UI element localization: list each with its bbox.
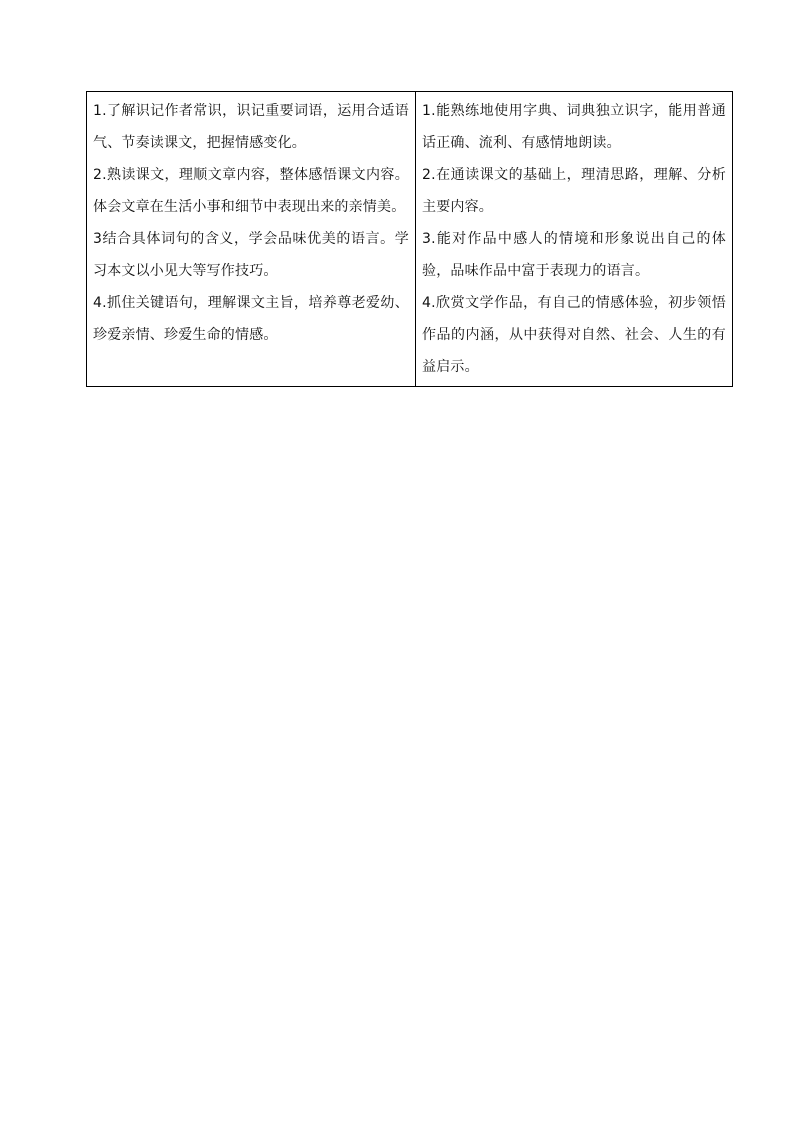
list-item: 1.了解识记作者常识，识记重要词语，运用合适语气、节奏读课文，把握情感变化。 <box>93 103 409 151</box>
curriculum-standards-cell <box>416 92 733 387</box>
list-item: 1.能熟练地使用字典、词典独立识字，能用普通话正确、流利、有感情地朗读。 <box>422 103 726 151</box>
list-item: 2.在通读课文的基础上，理清思路，理解、分析主要内容。 <box>422 167 726 215</box>
list-item: 4.抓住关键语句，理解课文主旨，培养尊老爱幼、珍爱亲情、珍爱生命的情感。 <box>93 295 409 343</box>
list-item: 3.能对作品中感人的情境和形象说出自己的体验，品味作品中富于表现力的语言。 <box>422 231 726 279</box>
list-item: 3结合具体词句的含义，学会品味优美的语言。学习本文以小见大等写作技巧。 <box>93 231 409 279</box>
list-item: 2.熟读课文，理顺文章内容，整体感悟课文内容。体会文章在生活小事和细节中表现出来的亲情美。 <box>93 167 409 215</box>
list-item: 4.欣赏文学作品，有自己的情感体验，初步领悟作品的内涵，从中获得对自然、社会、人生的有益启示。 <box>422 295 726 375</box>
teaching-objectives-cell <box>87 92 416 387</box>
table-row <box>87 92 733 387</box>
objectives-table <box>86 91 733 387</box>
